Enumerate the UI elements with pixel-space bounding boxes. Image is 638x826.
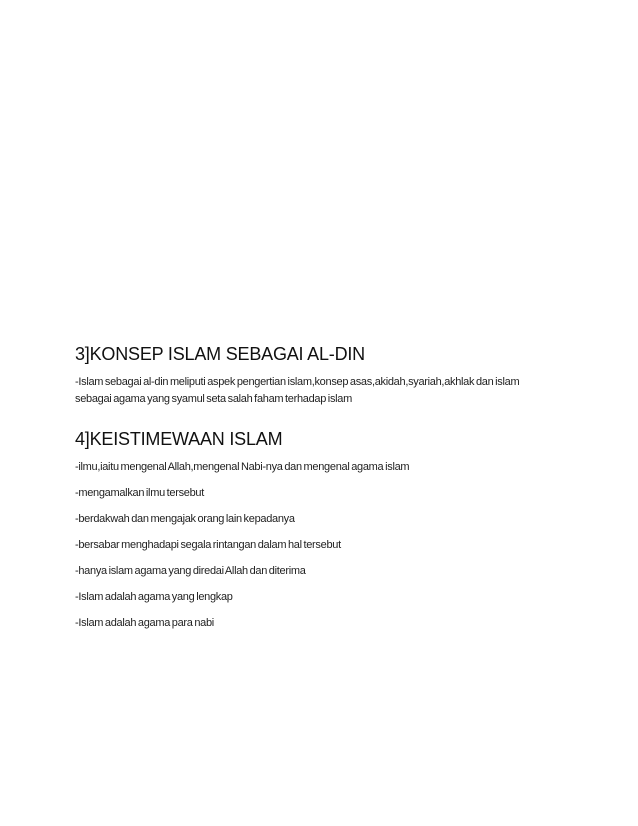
section-3-paragraph-line-2: sebagai agama yang syamul seta salah faham terhadap islam (75, 393, 352, 405)
list-item: -berdakwah dan mengajak orang lain kepadanya (75, 513, 295, 525)
section-3-paragraph-line-1: -Islam sebagai al-din meliputi aspek pengertian islam,konsep asas,akidah,syariah,akhlak dan islam (75, 376, 520, 388)
section-4-heading: 4]KEISTIMEWAAN ISLAM (75, 429, 283, 449)
section-4-list (75, 459, 575, 632)
list-item: -Islam adalah agama yang lengkap (75, 591, 233, 603)
list-item: -hanya islam agama yang diredai Allah dan diterima (75, 565, 306, 577)
list-item: -mengamalkan ilmu tersebut (75, 487, 204, 499)
section-3-heading: 3]KONSEP ISLAM SEBAGAI AL-DIN (75, 344, 365, 364)
list-item: -bersabar menghadapi segala rintangan dalam hal tersebut (75, 539, 341, 551)
list-item: -Islam adalah agama para nabi (75, 617, 214, 629)
list-item: -ilmu,iaitu mengenal Allah,mengenal Nabi-nya dan mengenal agama islam (75, 461, 410, 473)
document-content (75, 343, 575, 641)
